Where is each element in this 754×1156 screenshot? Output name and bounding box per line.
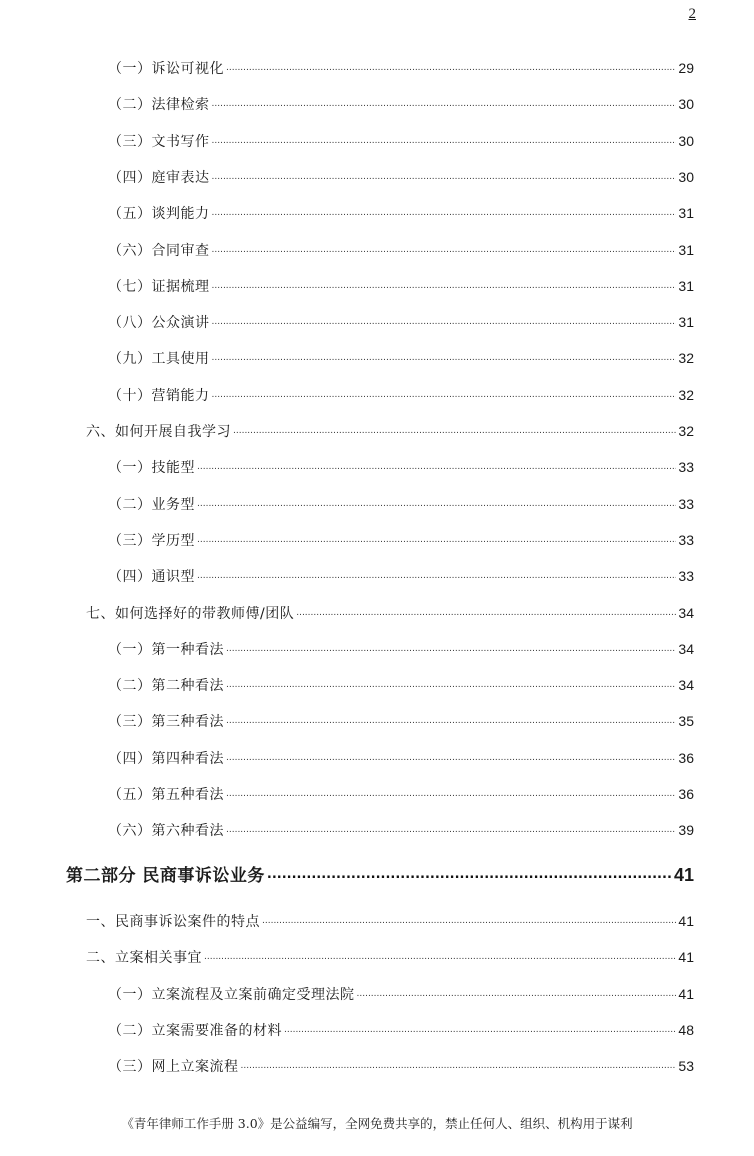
toc-entry-label: （九）工具使用 — [108, 351, 210, 368]
toc-entry-label: （二）第二种看法 — [108, 678, 224, 695]
toc-dot-leader — [212, 375, 677, 413]
toc-entry-page: 33 — [678, 568, 694, 585]
toc-entry-page: 30 — [678, 96, 694, 113]
toc-dot-leader — [226, 810, 676, 848]
toc-entry[interactable] — [108, 195, 694, 231]
toc-entry-label: 二、立案相关事宜 — [86, 950, 202, 967]
toc-entry-page: 41 — [673, 864, 694, 885]
toc-dot-leader — [226, 665, 676, 703]
toc-entry[interactable] — [108, 123, 694, 159]
toc-entry[interactable] — [108, 159, 694, 195]
toc-entry-label: 七、如何选择好的带教师傅/团队 — [86, 605, 295, 622]
toc-entry[interactable] — [108, 522, 694, 558]
toc-entry[interactable] — [108, 304, 694, 340]
toc-dot-leader — [197, 556, 676, 594]
toc-entry-page: 41 — [678, 949, 694, 966]
toc-dot-leader — [212, 338, 677, 376]
toc-entry[interactable] — [108, 1012, 694, 1048]
toc-entry[interactable] — [108, 976, 694, 1012]
toc-entry[interactable] — [86, 595, 694, 631]
toc-dot-leader — [226, 774, 676, 812]
toc-entry-page: 34 — [678, 604, 694, 621]
toc-entry-page: 34 — [678, 677, 694, 694]
toc-entry[interactable] — [108, 86, 694, 122]
toc-entry[interactable] — [108, 232, 694, 268]
toc-entry-label: （一）技能型 — [108, 460, 195, 477]
toc-dot-leader — [204, 937, 676, 975]
toc-entry[interactable] — [86, 939, 694, 975]
toc-entry-page: 30 — [678, 168, 694, 185]
toc-dot-leader — [267, 855, 672, 893]
toc-entry-label: （三）文书写作 — [108, 133, 210, 150]
toc-entry-page: 31 — [678, 241, 694, 258]
toc-entry-label: （六）第六种看法 — [108, 823, 224, 840]
toc-entry-page: 30 — [678, 132, 694, 149]
toc-entry-page: 33 — [678, 495, 694, 512]
toc-dot-leader — [262, 901, 676, 939]
toc-dot-leader — [212, 193, 677, 231]
toc-entry-page: 53 — [678, 1058, 694, 1075]
toc-dot-leader — [197, 447, 676, 485]
toc-entry[interactable] — [108, 776, 694, 812]
toc-entry-page: 36 — [678, 786, 694, 802]
toc-entry-page: 32 — [678, 423, 694, 439]
toc-entry-label: （四）第四种看法 — [108, 750, 224, 767]
page-number: 2 — [688, 6, 696, 22]
toc-dot-leader — [197, 484, 676, 522]
toc-entry-label: （二）法律检索 — [108, 97, 210, 114]
toc-entry[interactable] — [108, 377, 694, 413]
toc-entry[interactable] — [108, 740, 694, 776]
toc-entry-label: （一）诉讼可视化 — [108, 61, 224, 77]
toc-entry[interactable] — [108, 631, 694, 667]
toc-entry-page: 36 — [678, 749, 694, 766]
toc-entry[interactable] — [108, 50, 694, 86]
toc-entry-label: （三）网上立案流程 — [108, 1059, 239, 1076]
toc-entry-label: 一、民商事诉讼案件的特点 — [86, 913, 260, 930]
toc-entry[interactable] — [108, 1048, 694, 1084]
toc-entry-page: 29 — [678, 60, 694, 76]
toc-entry-page: 34 — [678, 640, 694, 657]
toc-entry-page: 31 — [678, 277, 694, 294]
toc-entry-page: 33 — [678, 531, 694, 548]
toc-entry[interactable] — [86, 413, 694, 449]
toc-dot-leader — [212, 157, 677, 195]
footer-notice: 《青年律师工作手册 3.0》是公益编写，全网免费共享的，禁止任何人、组织、机构用于谋利 — [121, 1116, 633, 1131]
toc-entry-label: （五）谈判能力 — [108, 206, 210, 223]
toc-entry-label: （六）合同审查 — [108, 242, 210, 259]
toc-entry-page: 48 — [678, 1021, 694, 1038]
toc-entry-page: 31 — [678, 314, 694, 331]
toc-entry-label: （七）证据梳理 — [108, 278, 210, 295]
toc-entry-label: （二）业务型 — [108, 496, 195, 513]
toc-entry[interactable] — [108, 340, 694, 376]
toc-entry-label: （一）立案流程及立案前确定受理法院 — [108, 986, 355, 1003]
toc-entry-page: 35 — [678, 713, 694, 730]
toc-dot-leader — [226, 738, 676, 776]
toc-entry[interactable] — [108, 667, 694, 703]
toc-dot-leader — [357, 974, 677, 1012]
toc-entry[interactable] — [108, 558, 694, 594]
toc-dot-leader — [212, 84, 677, 122]
toc-entry-page: 41 — [678, 912, 694, 929]
toc-entry[interactable] — [108, 268, 694, 304]
toc-entry-label: 六、如何开展自我学习 — [86, 424, 231, 440]
toc-entry-label: （二）立案需要准备的材料 — [108, 1022, 282, 1039]
toc-entry-label: （四）庭审表达 — [108, 169, 210, 186]
toc-entry[interactable] — [108, 812, 694, 848]
toc-dot-leader — [233, 411, 676, 449]
toc-dot-leader — [212, 121, 677, 159]
toc-entry[interactable] — [108, 486, 694, 522]
toc-entry-label: （三）学历型 — [108, 532, 195, 549]
toc-entry[interactable] — [108, 703, 694, 739]
toc-dot-leader — [212, 302, 677, 340]
toc-entry-label: （五）第五种看法 — [108, 787, 224, 803]
toc-entry-label: （十）营销能力 — [108, 387, 210, 404]
toc-dot-leader — [284, 1010, 676, 1048]
toc-entry-label: 第二部分 民商事诉讼业务 — [66, 865, 265, 886]
toc-dot-leader — [241, 1046, 677, 1084]
toc-dot-leader — [226, 629, 676, 667]
toc-entry-label: （一）第一种看法 — [108, 641, 224, 658]
toc-entry-page: 33 — [678, 459, 694, 476]
toc-dot-leader — [212, 230, 677, 268]
toc-entry-page: 39 — [678, 822, 694, 839]
toc-dot-leader — [226, 48, 676, 86]
toc-entry-label: （八）公众演讲 — [108, 315, 210, 332]
toc-entry[interactable] — [66, 857, 694, 893]
toc-entry-page: 32 — [678, 386, 694, 403]
toc-entry-page: 41 — [678, 985, 694, 1002]
toc-entry-label: （三）第三种看法 — [108, 714, 224, 731]
toc-entry[interactable] — [108, 449, 694, 485]
toc-entry[interactable] — [86, 903, 694, 939]
toc-dot-leader — [197, 520, 676, 558]
toc-dot-leader — [212, 266, 677, 304]
toc-entry-page: 31 — [678, 205, 694, 222]
toc-dot-leader — [226, 701, 676, 739]
toc-dot-leader — [296, 593, 676, 631]
toc-entry-label: （四）通识型 — [108, 569, 195, 586]
toc-entry-page: 32 — [678, 350, 694, 367]
